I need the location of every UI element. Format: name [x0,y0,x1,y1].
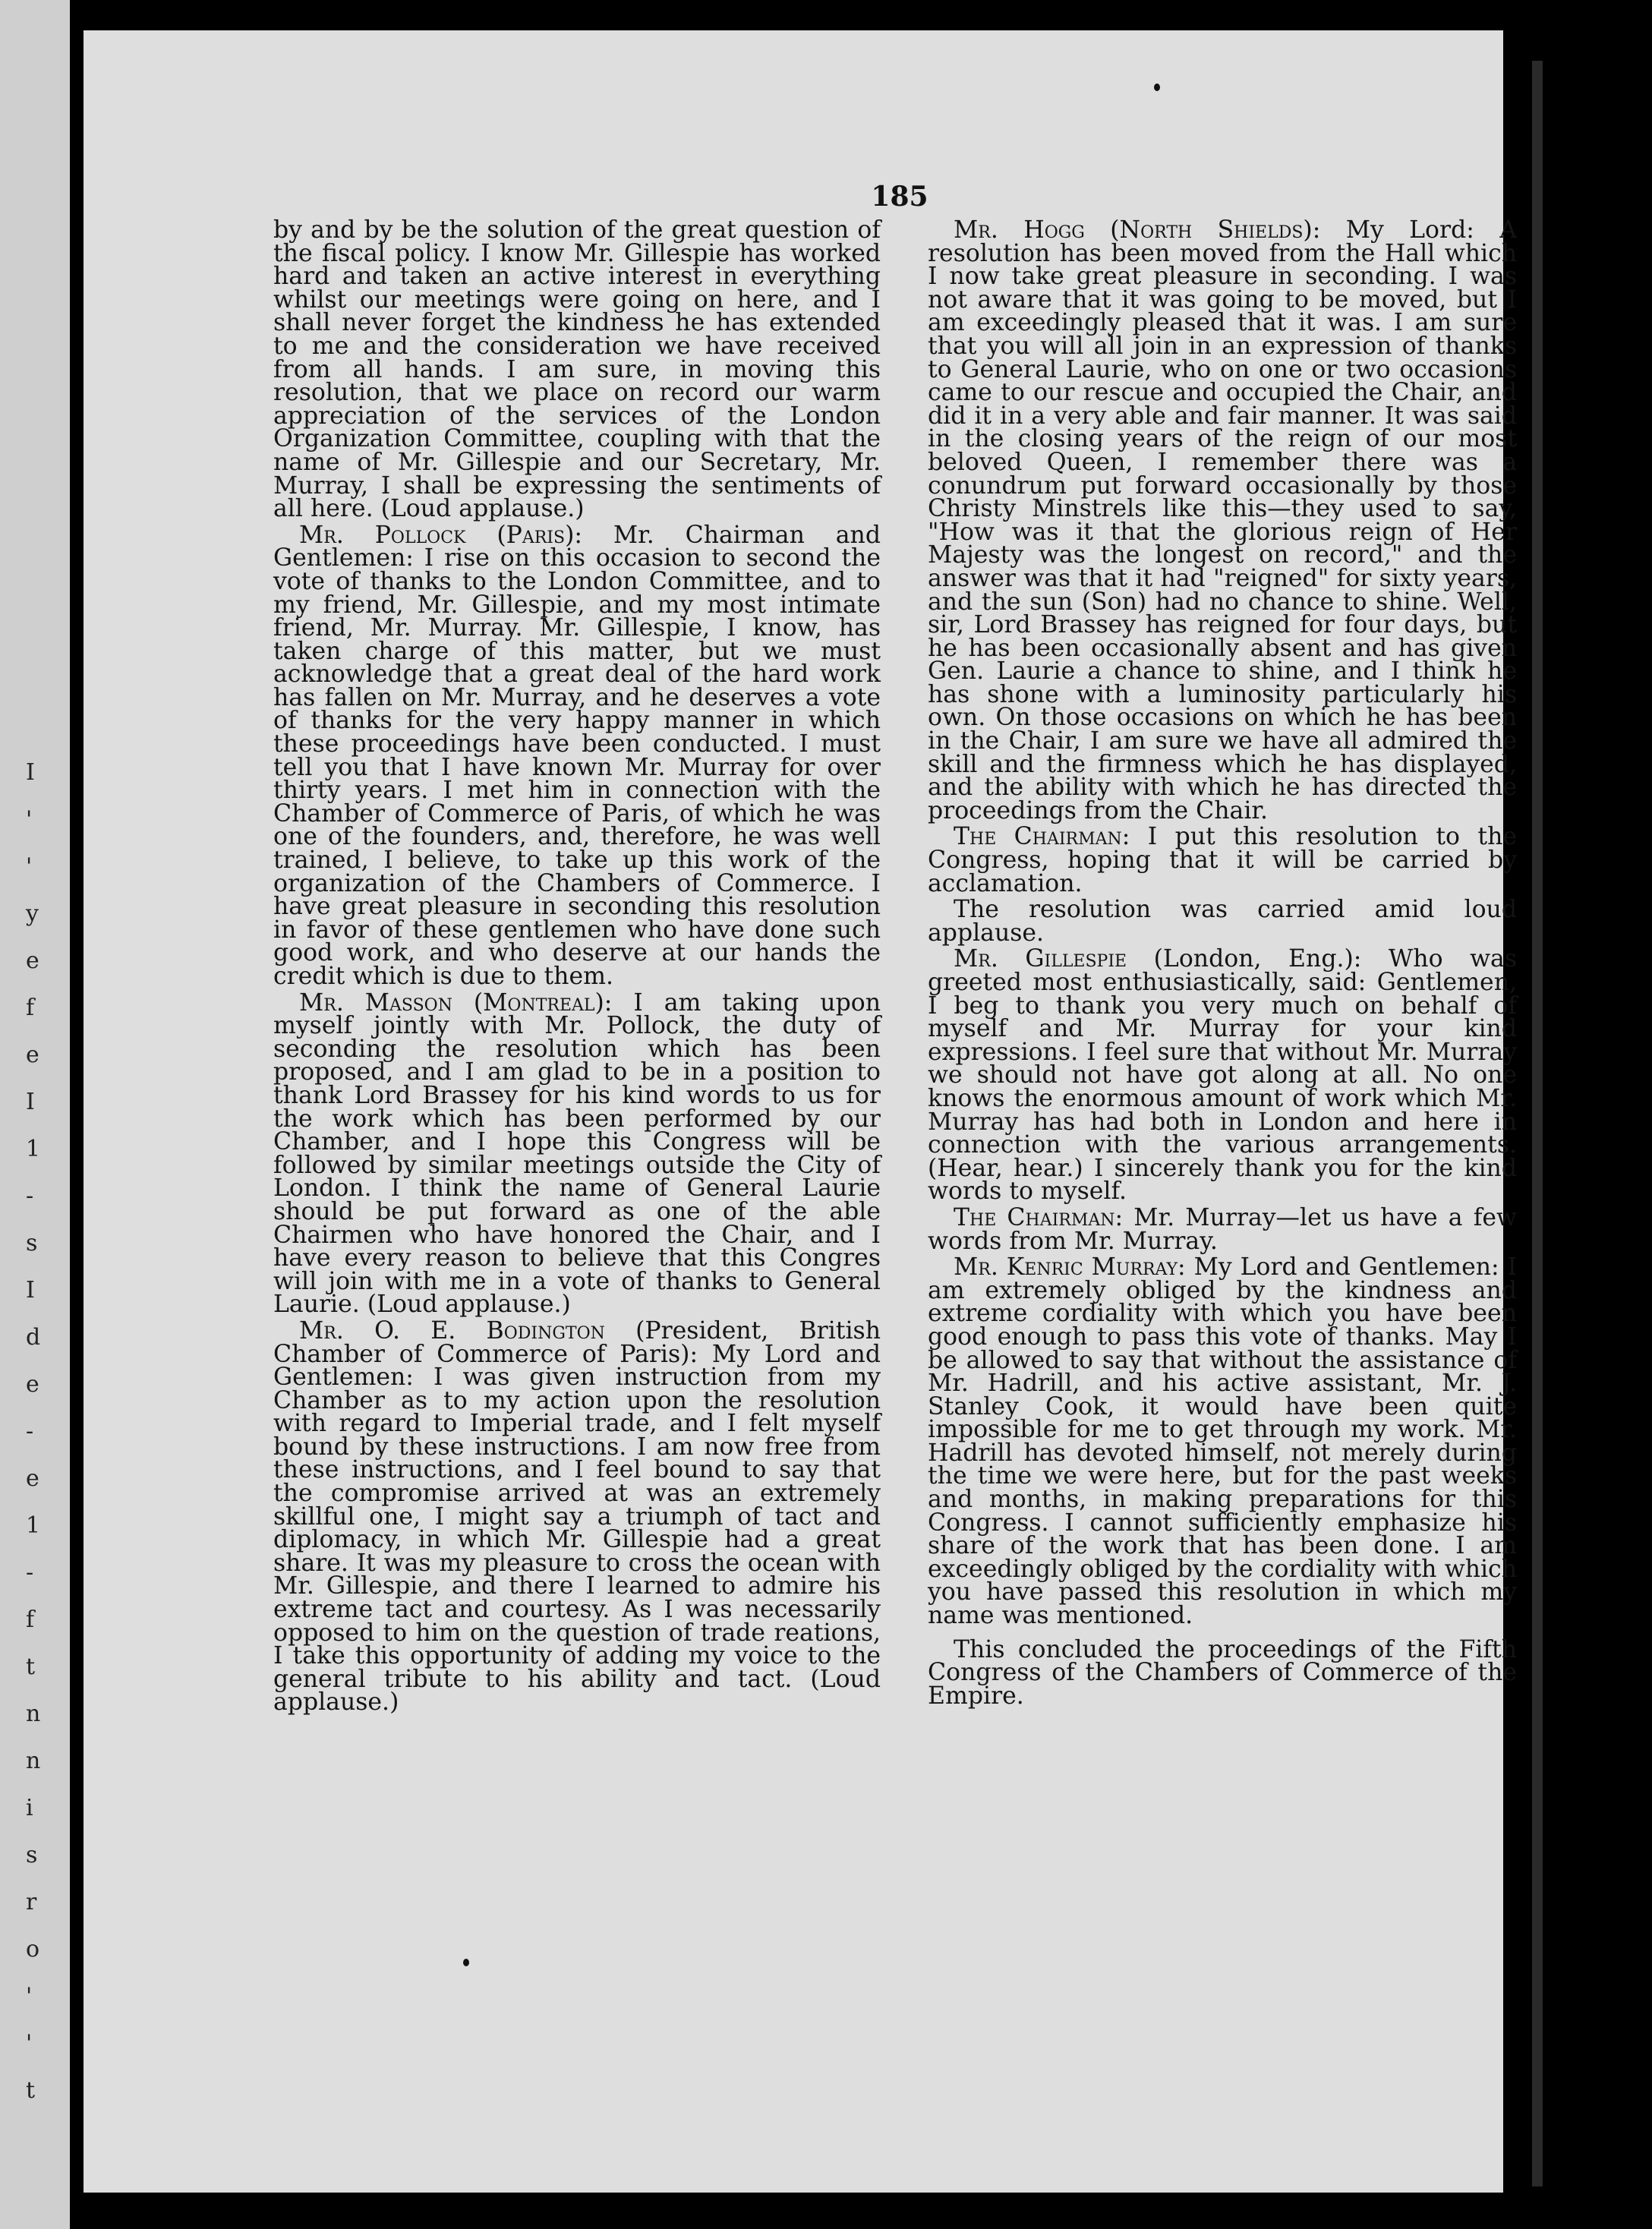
strip-mark: d [26,1324,41,1351]
paragraph-text: This concluded the proceedings of the Fifth Congress of the Chambers of Commerce of the Empire. [928,1635,1517,1710]
strip-mark: s [26,1842,38,1868]
strip-mark: e [26,1042,39,1068]
paragraph-text: (President, British Chamber of Commerce of Paris): My Lord and Gentlemen: I was given instruction from my Chamber as to my action upon the resolution with regard to Imperial trade, and I felt myself bound by these instructions. I am now free from these instructions, and I feel bound to say that the compromise arrived at was an extremely skillful one, I might say a triumph of tact and diplomacy, in which Mr. Gillespie had a great share. It was my pleasure to cross the ocean with Mr. Gillespie, and there I learned to admire his extreme tact and courtesy. As I was necessarily opposed to him on the question of trade reations, I take this opportunity of adding my voice to the general tribute to his ability and tact. (Loud applause.) [273,1316,881,1717]
strip-mark: s [26,1230,38,1256]
strip-mark: - [26,1183,34,1209]
speaker-name: Mr. Hogg (North Shields): [954,216,1321,244]
strip-mark: ' [26,806,33,833]
speaker-name: Mr. Kenric Murray: [954,1253,1186,1282]
paragraph [928,945,1517,1206]
speaker-name: The Chairman: [954,1203,1124,1231]
speaker-name: Mr. Gillespie [954,945,1127,973]
strip-mark: 1 [26,1136,41,1162]
paragraph [928,1203,1517,1255]
paragraph [928,216,1517,824]
right-column [928,216,1518,1710]
strip-mark: f [26,1606,35,1633]
paragraph-text: (London, Eng.): Who was greeted most enthusiastically, said: Gentlemen, I beg to thank you very much on behalf of myself and Mr. Murray for your kind expressions. I feel sure that without Mr. Murray we should not have got along at all. No one knows the enormous amount of work which Mr. Murray has had both in London and here in connection with the various arrangements. (Hear, hear.) I sincerely thank you for the kind words to myself. [928,945,1517,1206]
paragraph-text: The resolution was carried amid loud applause. [928,896,1517,947]
strip-mark: o [26,1936,40,1963]
left-column [273,216,881,1717]
paragraph-text: by and by be the solution of the great question of the fiscal policy. I know Mr. Gillespie has worked hard and taken an active interest in everything whilst our meetings were going on here, and I shall never forget the kindness he has extended to me and the consideration we have received from all hands. I am sure, in moving this resolution, that we place on record our warm appreciation of the services of the London Organization Committee, coupling with that the name of Mr. Gillespie and our Secretary, Mr. Murray, I shall be expressing the sentiments of all here. (Loud applause.) [273,216,881,523]
strip-mark: I [26,1089,35,1115]
speaker-name: Mr. O. E. Bodington [299,1316,605,1345]
strip-mark: t [26,1654,36,1680]
paragraph-text: My Lord: A resolution has been moved from the Hall which I now take great pleasure in seconding. I was not aware that it was going to be moved, but I am exceedingly pleased that it was. I am sure that you will all join in an expression of thanks to General Laurie, who on one or two occasions came to our rescue and occupied the Chair, and did it in a very able and fair manner. It was said in the closing years of the reign of our most beloved Queen, I remember there was a conundrum put forward occasionally by those Christy Minstrels like this—they used to say, "How was it that the glorious reign of Her Majesty was the longest on record," and the answer was that it had "reigned" for sixty years, and the sun (Son) had no chance to shine. Well, sir, Lord Brassey has reigned for four days, but he has been occasionally absent and has given Gen. Laurie a chance to shine, and I think he has shone with a luminosity particularly his own. On those occasions on which he has been in the Chair, I am sure we have all admired the skill and the firmness which he has displayed, and the ability with which he has directed the proceedings from the Chair. [928,216,1517,824]
paragraph-text: I am taking upon myself jointly with Mr. Pollock, the duty of seconding the resolution which has been proposed, and I am glad to be in a position to thank Lord Brassey for his kind words to us for the work which has been performed by our Chamber, and I hope this Congress will be followed by similar meetings outside the City of London. I think the name of General Laurie should be put forward as one of the able Chairmen who have honored the Chair, and I have every reason to believe that this Congres will join with me in a vote of thanks to General Laurie. (Loud applause.) [273,988,881,1319]
strip-mark: f [26,995,35,1021]
paragraph-text: My Lord and Gentlemen: I am extremely obliged by the kindness and extreme cordiality with which you have been good enough to pass this vote of thanks. May I be allowed to say that without the assistance of Mr. Hadrill, and his active assistant, Mr. J. Stanley Cook, it would have been quite impossible for me to get through my work. Mr. Hadrill has devoted himself, not merely during the time we were here, but for the past weeks and months, in making preparations for this Congress. I cannot sufficiently emphasize his share of the work that has been done. I am exceedingly obliged by the cordiality with which you have passed this resolution in which my name was mentioned. [928,1253,1517,1630]
strip-mark: i [26,1795,33,1821]
paragraph [273,988,881,1319]
strip-mark: t [26,2077,36,2104]
page-number: 185 [871,181,928,213]
strip-mark: ' [26,853,33,880]
paragraph-text: I put this resolution to the Congress, hoping that it will be carried by acclamation. [928,823,1518,897]
paragraph [928,1253,1517,1630]
strip-mark: ' [26,2030,33,2057]
speaker-name: Mr. Pollock (Paris): [299,521,582,549]
ink-speck [463,1959,469,1966]
paragraph [928,825,1517,895]
strip-mark: e [26,1371,39,1398]
paragraph-text: Mr. Chairman and Gentlemen: I rise on this occasion to second the vote of thanks to the London Committee, and to my friend, Mr. Gillespie, and my most intimate friend, Mr. Murray. Mr. Gillespie, I know, has taken charge of this matter, but we must acknowledge that a great deal of the hard work has fallen on Mr. Murray, and he deserves a vote of thanks for the very happy manner in which these proceedings have been conducted. I must tell you that I have known Mr. Murray for over thirty years. I met him in connection with the Chamber of Commerce of Paris, of which he was one of the founders, and, therefore, he was well trained, I believe, to take up this work of the organization of the Chambers of Commerce. I have great pleasure in seconding this resolution in favor of these gentlemen who have done such good work, and who deserve at our hands the credit which is due to them. [273,521,881,990]
speaker-name: Mr. Masson (Montreal): [299,988,613,1017]
strip-mark: n [26,1701,41,1727]
paragraph [273,1316,881,1717]
strip-mark: - [26,1418,34,1445]
paragraph [928,1635,1517,1710]
speaker-name: The Chairman: [954,823,1130,851]
adjacent-page-marks [0,0,70,2229]
strip-mark: - [26,1559,34,1586]
page-edge-shadow [1532,61,1543,2186]
strip-mark: e [26,1465,39,1492]
paragraph [273,521,881,990]
paragraph [273,216,881,523]
strip-mark: 1 [26,1512,41,1539]
strip-mark: ' [26,1983,33,2010]
strip-mark: I [26,759,35,786]
paragraph-text: Mr. Murray—let us have a few words from Mr. Murray. [928,1203,1517,1255]
page [84,30,1518,2193]
strip-mark: y [26,900,39,927]
strip-mark: r [26,1889,37,1915]
strip-mark: e [26,947,39,974]
ink-speck [1154,84,1160,91]
strip-mark: n [26,1748,41,1774]
paragraph [928,896,1517,947]
strip-mark: I [26,1277,35,1304]
